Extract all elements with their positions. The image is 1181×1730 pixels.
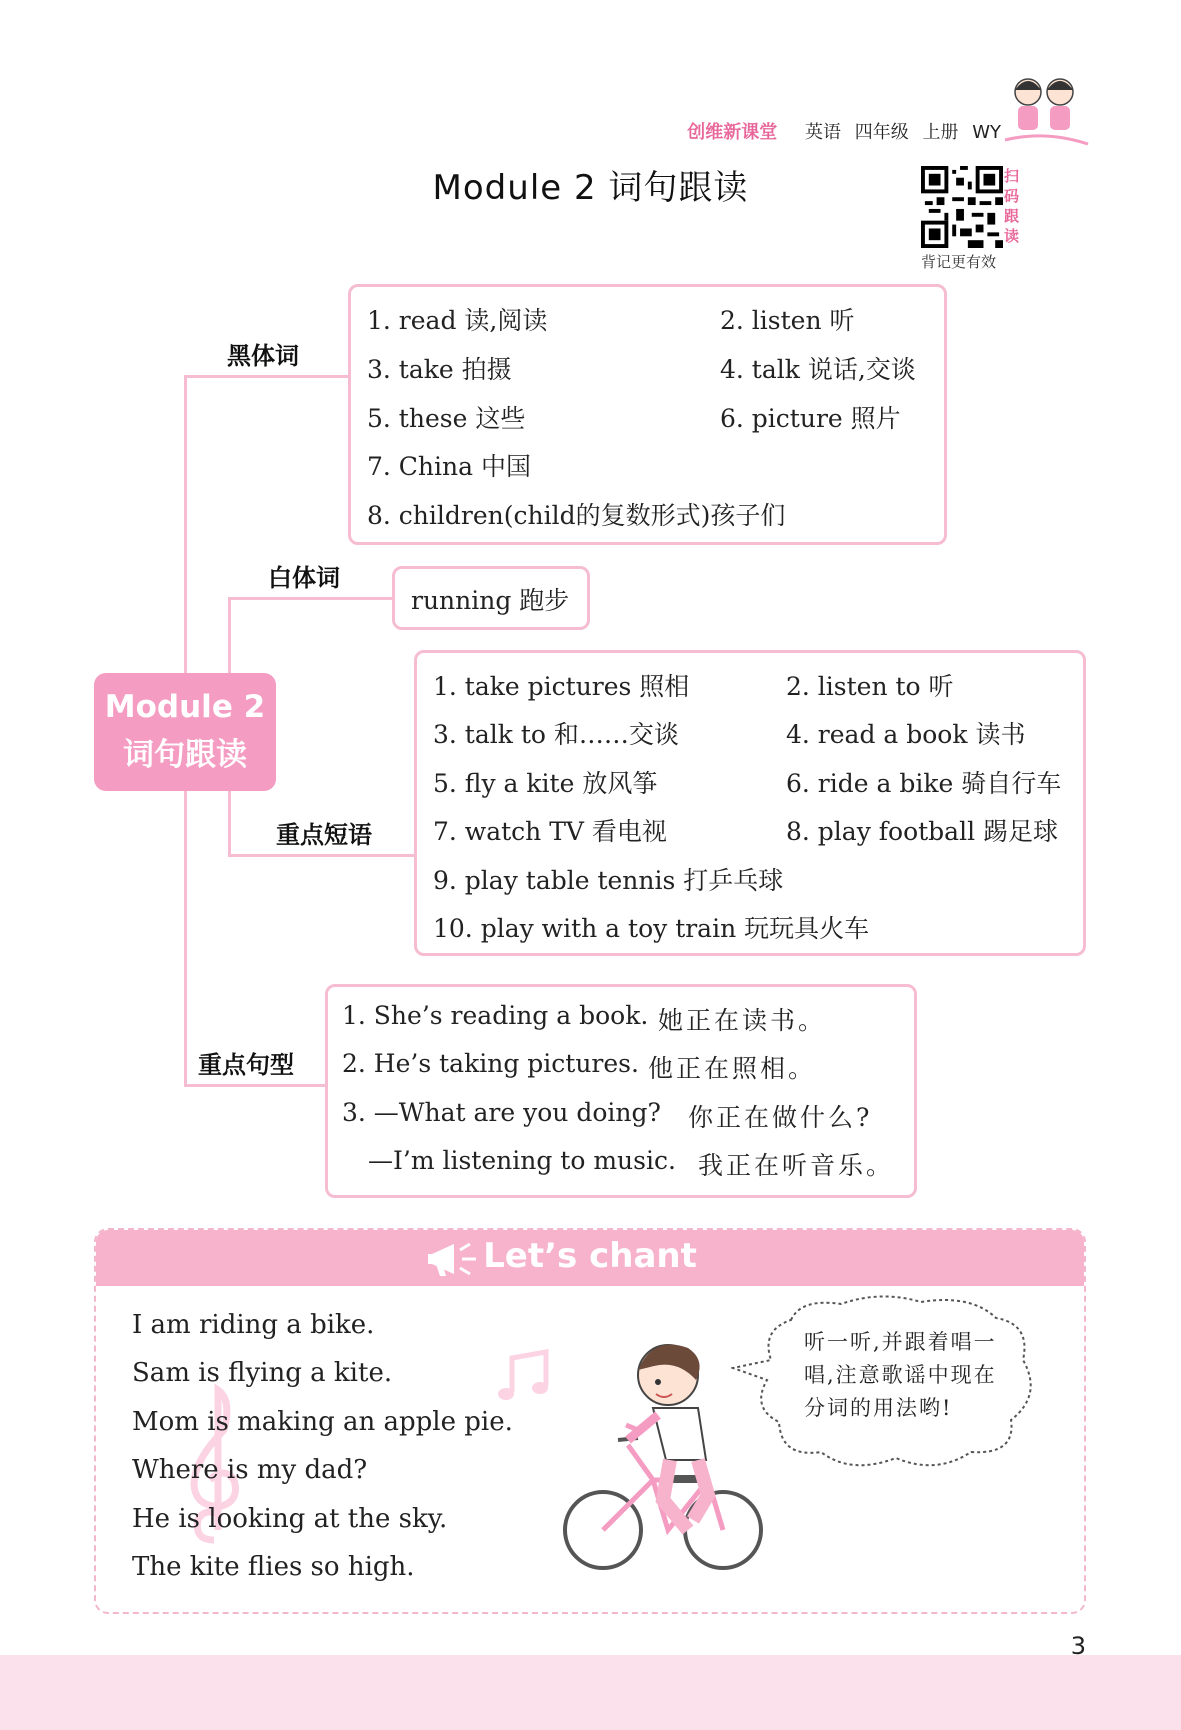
phrase-item: 1. take pictures 照相	[433, 672, 690, 701]
chant-line: He is looking at the sky.	[132, 1504, 448, 1534]
bold-word-item: 4. talk 说话,交谈	[720, 355, 916, 384]
bold-word-item: 3. take 拍摄	[367, 355, 512, 384]
sentence-en: 3. —What are you doing?	[342, 1098, 661, 1127]
grade: 四年级	[854, 122, 909, 143]
key-phrases-label: 重点短语	[276, 821, 372, 849]
bold-word-item: 8. children(child的复数形式)孩子们	[367, 501, 786, 530]
kids-illustration-icon	[1000, 70, 1090, 150]
bold-word-item: 2. listen 听	[720, 306, 855, 335]
bold-words-box	[348, 284, 947, 545]
chant-panel	[94, 1228, 1086, 1614]
connector-phrases	[228, 854, 414, 857]
running-header	[679, 118, 1001, 144]
bubble-line: 听一听,并跟着唱一	[804, 1330, 997, 1354]
chant-line: The kite flies so high.	[132, 1552, 415, 1582]
connector-sentences	[184, 1084, 325, 1087]
chant-line: Sam is flying a kite.	[132, 1358, 393, 1388]
key-sentences-label: 重点句型	[198, 1051, 294, 1079]
sentence-zh: 我正在听音乐。	[698, 1151, 895, 1180]
key-phrases-box	[414, 650, 1086, 956]
sentence-zh: 你正在做什么?	[688, 1103, 873, 1132]
chant-line: Where is my dad?	[132, 1455, 368, 1485]
bold-word-item: 6. picture 照片	[720, 404, 901, 433]
plain-words-label: 白体词	[268, 564, 340, 592]
phrase-item: 3. talk to 和……交谈	[433, 720, 679, 749]
qr-caption: 背记更有效	[921, 253, 997, 271]
page-number: 3	[1070, 1632, 1086, 1660]
phrase-item: 8. play football 踢足球	[786, 817, 1059, 846]
bubble-line: 分词的用法哟!	[804, 1396, 953, 1420]
bold-word-item: 1. read 读,阅读	[367, 306, 548, 335]
bold-words-label: 黑体词	[227, 342, 299, 370]
phrase-item: 10. play with a toy train 玩玩具火车	[433, 914, 870, 943]
connector-bold	[184, 375, 348, 378]
qr-code-icon[interactable]	[921, 166, 1003, 248]
term: 上册	[922, 122, 959, 143]
chant-line: Mom is making an apple pie.	[132, 1407, 513, 1437]
brand-name: 创维新课堂	[687, 122, 778, 143]
bold-word-item: 7. China 中国	[367, 452, 531, 481]
phrase-item: 2. listen to 听	[786, 672, 954, 701]
sentence-zh: 他正在照相。	[648, 1054, 817, 1083]
sentence-en: 1. She’s reading a book.	[342, 1001, 649, 1030]
phrase-item: 4. read a book 读书	[786, 720, 1026, 749]
phrase-item: 6. ride a bike 骑自行车	[786, 769, 1062, 798]
phrase-item: 9. play table tennis 打乒乓球	[433, 866, 784, 895]
key-sentences-box	[325, 984, 917, 1198]
footer-band	[0, 1655, 1181, 1730]
plain-word-item: running 跑步	[411, 586, 570, 615]
qr-side-text: 扫码跟读	[1004, 167, 1020, 245]
music-note-icon	[496, 1348, 556, 1408]
center-line1: Module 2	[104, 689, 266, 725]
sentence-zh: 她正在读书。	[658, 1006, 827, 1035]
phrase-item: 7. watch TV 看电视	[433, 817, 667, 846]
subject: 英语	[805, 122, 841, 143]
sentence-en: 2. He’s taking pictures.	[342, 1049, 639, 1078]
bubble-line: 唱,注意歌谣中现在	[804, 1363, 997, 1387]
plain-words-box	[392, 566, 590, 630]
phrase-item: 5. fly a kite 放风筝	[433, 769, 658, 798]
chant-line: I am riding a bike.	[132, 1310, 375, 1340]
edition: WY	[972, 122, 1001, 143]
bold-word-item: 5. these 这些	[367, 404, 526, 433]
center-line2: 词句跟读	[123, 737, 247, 773]
page-title: Module 2 词句跟读	[432, 168, 749, 208]
chant-title: Let’s chant	[483, 1236, 697, 1276]
sentence-en: —I’m listening to music.	[368, 1146, 676, 1175]
connector-plain	[228, 597, 392, 600]
center-node	[94, 673, 276, 791]
